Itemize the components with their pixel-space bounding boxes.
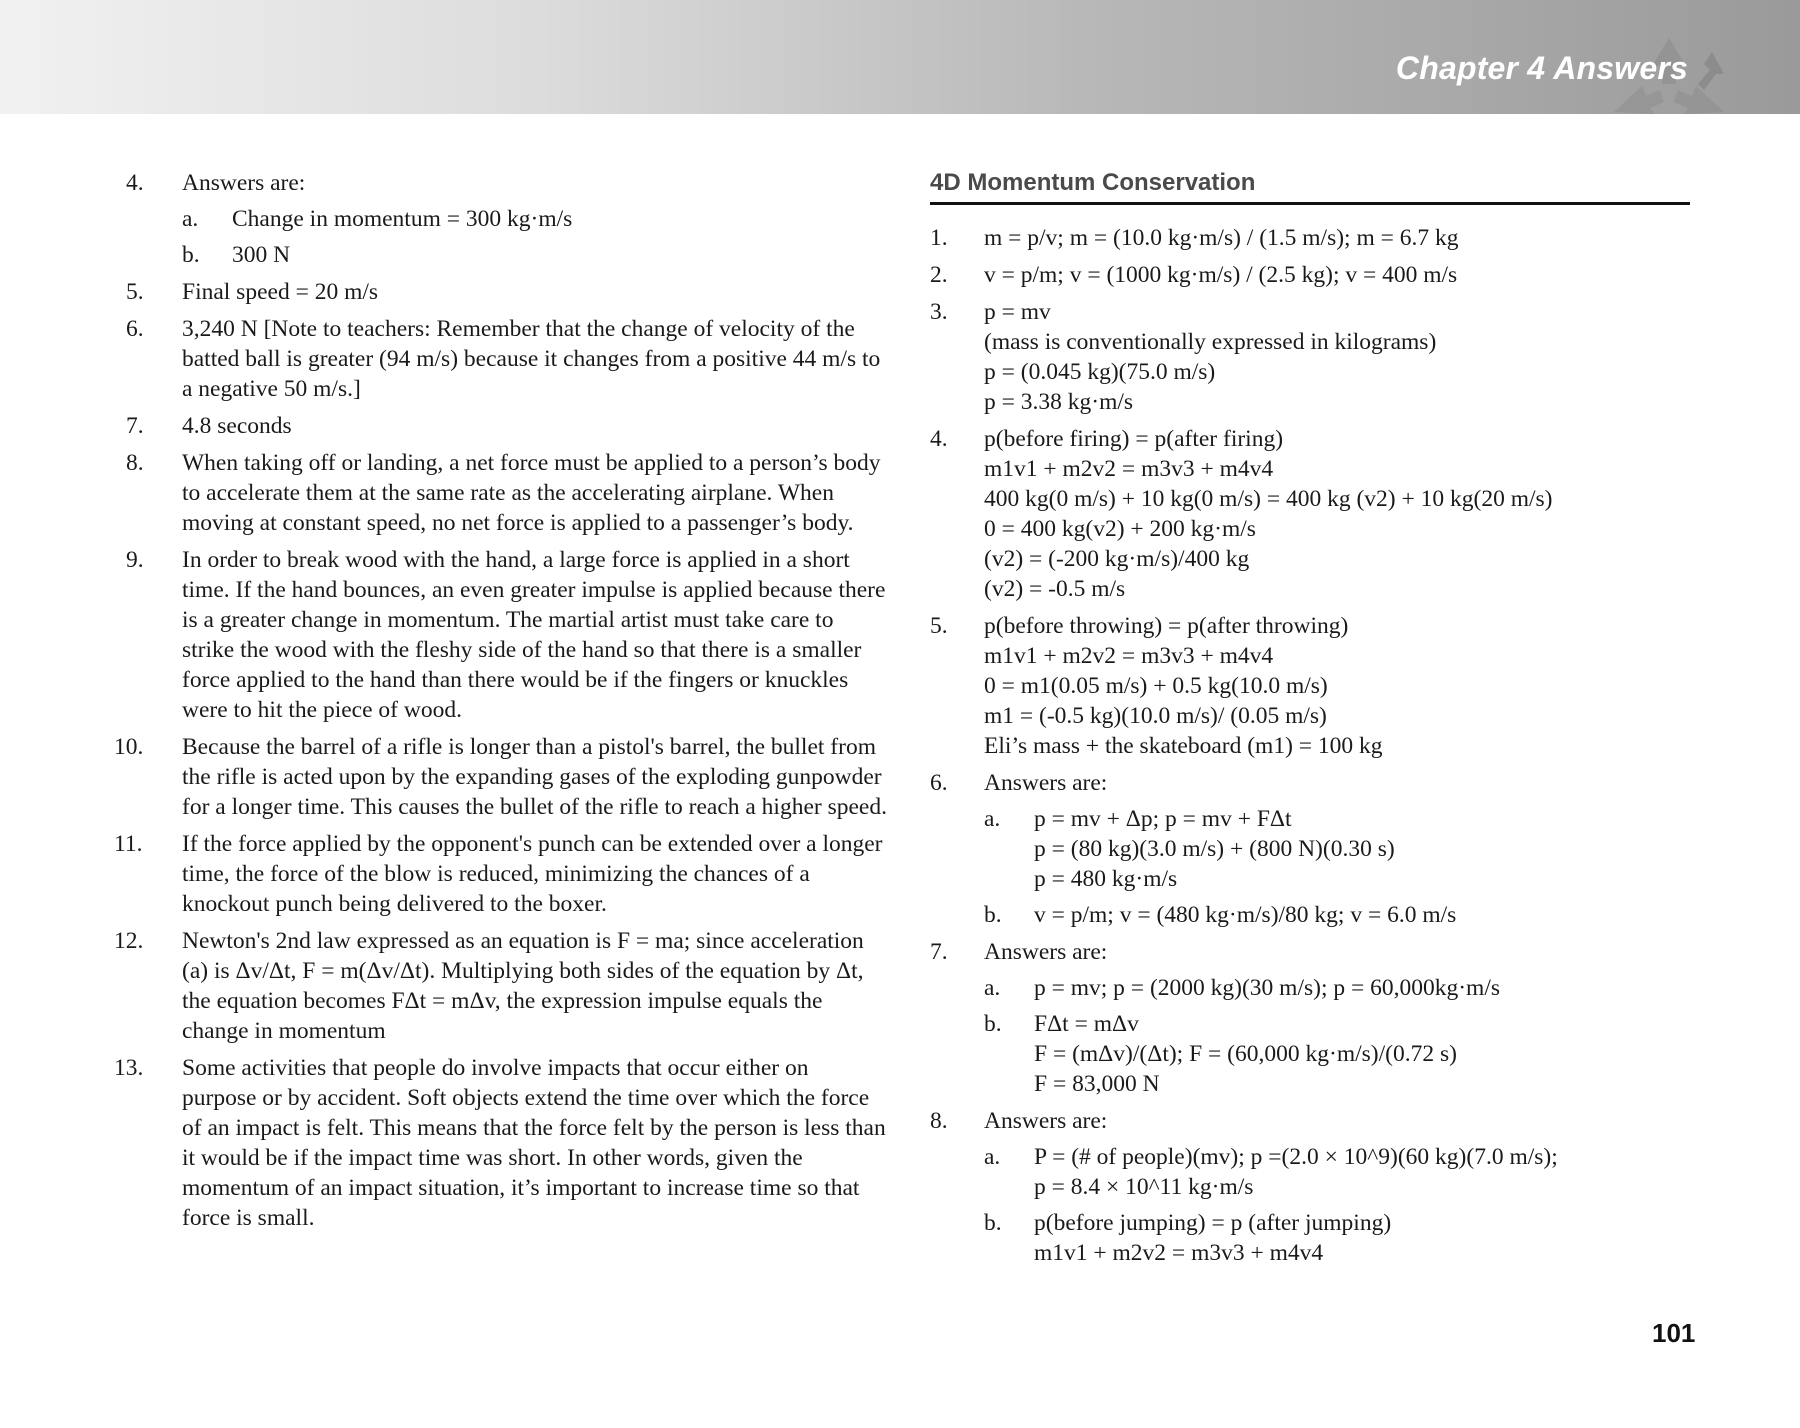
formula-line: 0 = 400 kg(v2) + 200 kg·m/s (984, 516, 1256, 542)
sub-letter: a. (984, 1144, 1001, 1170)
answer-item (930, 768, 1690, 930)
formula-line: 400 kg(0 m/s) + 10 kg(0 m/s) = 400 kg (v2) + 10 kg(20 m/s) (984, 486, 1553, 512)
item-text: Newton's 2nd law expressed as an equation is F = ma; since acceleration (a) is Δv/Δt, F = m(Δv/Δt). Multiplying both sides of the equation by Δt, the equation becomes FΔt = mΔv, the expression impulse equals the change in momentum (182, 928, 864, 1044)
formula-line: Answers are: (984, 1108, 1108, 1134)
answer-item (114, 1053, 888, 1233)
formula-line: v = p/m; v = (480 kg·m/s)/80 kg; v = 6.0 m/s (1034, 902, 1457, 928)
formula-line: (mass is conventionally expressed in kilograms) (984, 329, 1437, 355)
formula-line: 0 = m1(0.05 m/s) + 0.5 kg(10.0 m/s) (984, 673, 1328, 699)
formula-line: m1v1 + m2v2 = m3v3 + m4v4 (984, 456, 1274, 482)
chapter-banner (0, 0, 1800, 114)
formula-line: p = mv; p = (2000 kg)(30 m/s); p = 60,000kg·m/s (1034, 975, 1501, 1001)
item-number: 11. (114, 831, 143, 857)
formula-line: (v2) = (-200 kg·m/s)/400 kg (984, 546, 1250, 572)
formula-line: Answers are: (984, 939, 1108, 965)
item-number: 5. (930, 613, 948, 639)
sub-letter: a. (984, 975, 1001, 1001)
page-number: 101 (1652, 1318, 1696, 1348)
section-title: 4D Momentum Conservation (930, 168, 1690, 205)
sub-text: 300 N (232, 242, 291, 268)
sub-item (984, 1142, 1690, 1202)
item-text: Because the barrel of a rifle is longer than a pistol's barrel, the bullet from the rifle is acted upon by the expanding gases of the exploding gunpowder for a longer time. This causes the bullet of the rifle to reach a higher speed. (182, 734, 887, 820)
item-number: 13. (114, 1055, 144, 1081)
item-text: 3,240 N [Note to teachers: Remember that the change of velocity of the batted ball is greater (94 m/s) because it changes from a positive 44 m/s to a negative 50 m/s.] (182, 316, 881, 402)
item-number: 6. (930, 770, 948, 796)
item-number: 4. (126, 170, 144, 196)
item-text: If the force applied by the opponent's punch can be extended over a longer time, the force of the blow is reduced, minimizing the chances of a knockout punch being delivered to the boxer. (182, 831, 883, 917)
formula-line: p = (80 kg)(3.0 m/s) + (800 N)(0.30 s) (1034, 836, 1395, 862)
formula-line: p = 8.4 × 10^11 kg·m/s (1034, 1174, 1254, 1200)
right-column (930, 168, 1690, 1275)
formula-line: p = mv + Δp; p = mv + FΔt (1034, 806, 1292, 832)
item-number: 6. (126, 316, 144, 342)
sub-item (182, 240, 888, 270)
answer-item (114, 732, 888, 822)
formula-line: p(before jumping) = p (after jumping) (1034, 1210, 1392, 1236)
answer-item (930, 424, 1690, 604)
sub-letter: b. (984, 1011, 1002, 1037)
formula-line: m1 = (-0.5 kg)(10.0 m/s)/ (0.05 m/s) (984, 703, 1327, 729)
sub-item (984, 1009, 1690, 1099)
item-text: Answers are: (182, 170, 306, 196)
answer-item (114, 829, 888, 919)
item-text: When taking off or landing, a net force must be applied to a person’s body to accelerate them at the same rate as the accelerating airplane. When moving at constant speed, no net force is applied to a passenger’s body. (182, 450, 881, 536)
item-text: Final speed = 20 m/s (182, 279, 379, 305)
formula-line: m = p/v; m = (10.0 kg·m/s) / (1.5 m/s); m = 6.7 kg (984, 225, 1459, 251)
item-number: 10. (114, 734, 144, 760)
formula-line: FΔt = mΔv (1034, 1011, 1139, 1037)
answer-item (930, 223, 1690, 253)
sub-text: Change in momentum = 300 kg·m/s (232, 206, 573, 232)
formula-line: F = 83,000 N (1034, 1071, 1160, 1097)
formula-line: p = (0.045 kg)(75.0 m/s) (984, 359, 1216, 385)
formula-line: m1v1 + m2v2 = m3v3 + m4v4 (1034, 1240, 1324, 1266)
sub-item (182, 204, 888, 234)
formula-line: Eli’s mass + the skateboard (m1) = 100 kg (984, 733, 1383, 759)
formula-line: p = 480 kg·m/s (1034, 866, 1178, 892)
formula-line: P = (# of people)(mv); p =(2.0 × 10^9)(60 kg)(7.0 m/s); (1034, 1144, 1558, 1170)
item-number: 12. (114, 928, 144, 954)
formula-line: v = p/m; v = (1000 kg·m/s) / (2.5 kg); v = 400 m/s (984, 262, 1458, 288)
sub-item (984, 900, 1690, 930)
answer-item (930, 937, 1690, 1099)
sub-letter: b. (984, 1210, 1002, 1236)
answer-item (930, 1106, 1690, 1268)
item-number: 8. (930, 1108, 948, 1134)
sub-letter: a. (182, 206, 199, 232)
formula-line: p(before firing) = p(after firing) (984, 426, 1284, 452)
answer-item (128, 314, 888, 404)
answer-item (128, 277, 888, 307)
sub-letter: a. (984, 806, 1001, 832)
answer-item (930, 297, 1690, 417)
formula-line: p(before throwing) = p(after throwing) (984, 613, 1349, 639)
formula-line: p = 3.38 kg·m/s (984, 389, 1134, 415)
item-text: In order to break wood with the hand, a large force is applied in a short time. If the hand bounces, an even greater impulse is applied because there is a greater change in momentum. The martial artist must take care to strike the wood with the fleshy side of the hand so that there is a smaller force applied to the hand than there would be if the fingers or knuckles were to hit the piece of wood. (182, 547, 886, 723)
item-text: 4.8 seconds (182, 413, 292, 439)
formula-line: (v2) = -0.5 m/s (984, 576, 1126, 602)
formula-line: Answers are: (984, 770, 1108, 796)
left-column (114, 168, 888, 1240)
item-text: Some activities that people do involve impacts that occur either on purpose or by accident. Soft objects extend the time over which the force of an impact is felt. This means that the force felt by the person is less than it would be if the impact time was short. In other words, given the momentum of an impact situation, it’s important to increase time so that force is small. (182, 1055, 886, 1231)
sub-item (984, 1208, 1690, 1268)
answer-item (128, 448, 888, 538)
sub-letter: b. (984, 902, 1002, 928)
item-number: 1. (930, 225, 948, 251)
formula-line: m1v1 + m2v2 = m3v3 + m4v4 (984, 643, 1274, 669)
answer-item (114, 926, 888, 1046)
answer-item (128, 411, 888, 441)
answer-item (930, 260, 1690, 290)
answer-item (128, 545, 888, 725)
item-number: 2. (930, 262, 948, 288)
item-number: 7. (126, 413, 144, 439)
sub-item (984, 804, 1690, 894)
sub-item (984, 973, 1690, 1003)
formula-line: p = mv (984, 299, 1051, 325)
item-number: 8. (126, 450, 144, 476)
item-number: 7. (930, 939, 948, 965)
formula-line: F = (mΔv)/(Δt); F = (60,000 kg·m/s)/(0.72 s) (1034, 1041, 1457, 1067)
item-number: 4. (930, 426, 948, 452)
item-number: 5. (126, 279, 144, 305)
answer-item (128, 168, 888, 270)
answer-item (930, 611, 1690, 761)
sub-letter: b. (182, 242, 200, 268)
item-number: 9. (126, 547, 144, 573)
chapter-title: Chapter 4 Answers (1395, 50, 1688, 86)
item-number: 3. (930, 299, 948, 325)
